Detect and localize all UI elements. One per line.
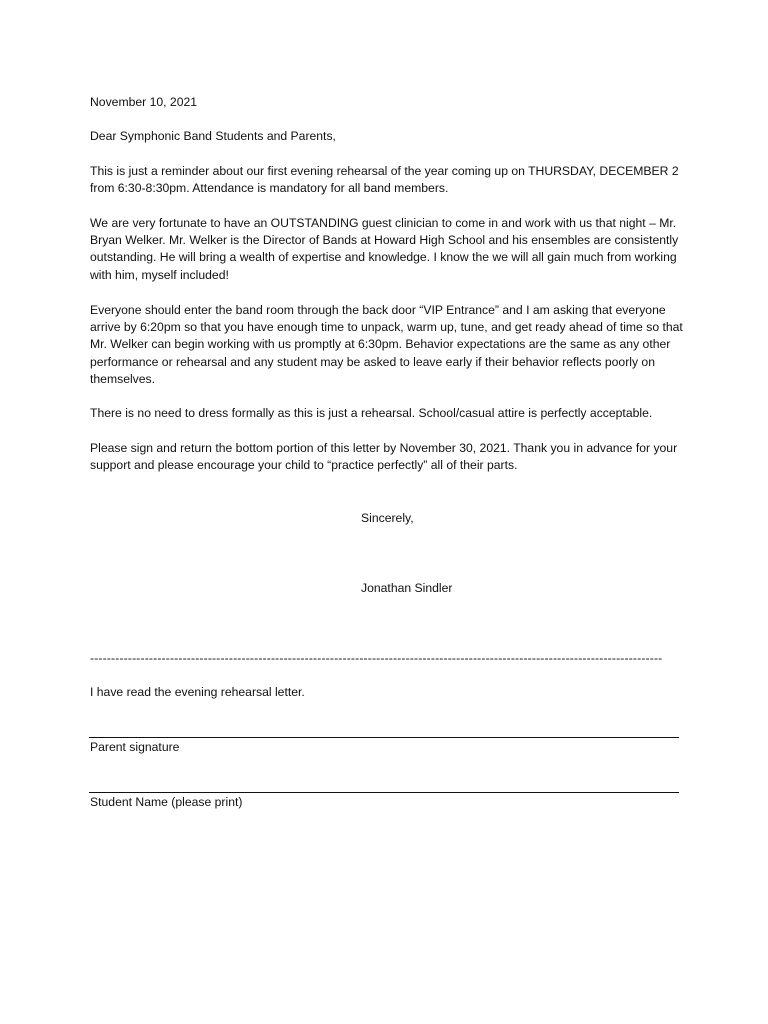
letter-signer: Jonathan Sindler [361,581,453,595]
paragraph-return-slip: Please sign and return the bottom portion of this letter by November 30, 2021. Thank you in advance for your support and please encourage your child to “practice perfectly” all of their parts. [90,441,678,473]
parent-signature-label: Parent signature [90,740,180,754]
acknowledgement-text: I have read the evening rehearsal letter. [90,685,305,699]
cut-here-line: ---------------------------------------------------------------------------------------------------------------------------------------- [90,651,663,665]
letter-date: November 10, 2021 [90,95,198,109]
paragraph-attire: There is no need to dress formally as this is just a rehearsal. School/casual attire is perfectly acceptable. [90,406,653,420]
paragraph-guest-clinician: We are very fortunate to have an OUTSTANDING guest clinician to come in and work with us that night – Mr. Bryan Welker. Mr. Welker is the Director of Bands at Howard High School and his ensembles are consistently outstanding. He will bring a wealth of expertise and knowledge. I know the we will all gain much from working with him, myself included! [90,216,679,282]
letter-salutation: Dear Symphonic Band Students and Parents, [90,129,336,143]
letter-closing: Sincerely, [361,511,414,525]
paragraph-reminder: This is just a reminder about our first evening rehearsal of the year coming up on THURSDAY, DECEMBER 2 from 6:30-8:30pm. Attendance is mandatory for all band members. [90,164,679,196]
parent-signature-line [89,737,679,738]
student-name-line [89,792,679,793]
paragraph-arrival-behavior: Everyone should enter the band room through the back door “VIP Entrance” and I am asking that everyone arrive by 6:20pm so that you have enough time to unpack, warm up, tune, and get ready ahead of time so that Mr. Welker can begin working with us promptly at 6:30pm. Behavior expectations are the same as any other performance or rehearsal and any student may be asked to leave early if their behavior reflects poorly on themselves. [90,303,683,386]
student-name-label: Student Name (please print) [90,795,243,809]
